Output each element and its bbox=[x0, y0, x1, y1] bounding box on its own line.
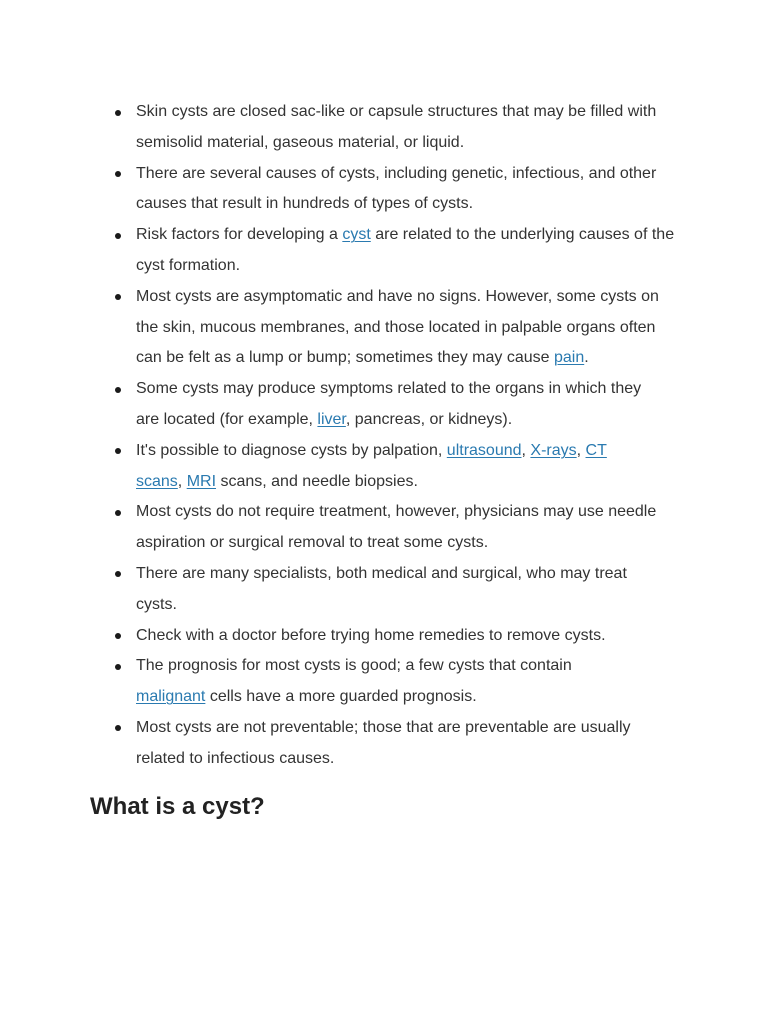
list-item-text: Most cysts are asymptomatic and have no signs. However, some cysts on the skin, mucous membranes, and those located in palpable organs often can be felt as a lump or bump; sometimes they may cause bbox=[136, 287, 659, 367]
list-item-text: cells have a more guarded prognosis. bbox=[205, 688, 477, 706]
list-item-text: scans, and needle biopsies. bbox=[216, 472, 418, 490]
list-item-text: The prognosis for most cysts is good; a few cysts that contain bbox=[136, 657, 572, 675]
list-item-text: It's possible to diagnose cysts by palpation, bbox=[136, 441, 447, 459]
list-item-text: There are many specialists, both medical and surgical, who may treat cysts. bbox=[136, 564, 627, 613]
ultrasound-link[interactable]: ultrasound bbox=[446, 441, 522, 459]
list-item-text: Risk factors for developing a bbox=[136, 226, 343, 244]
x-rays-link[interactable]: X-rays bbox=[530, 441, 577, 459]
list-item-symptoms bbox=[136, 282, 676, 374]
list-item-text: Most cysts do not require treatment, however, physicians may use needle aspiration or surgical removal to treat some cysts. bbox=[136, 503, 657, 552]
list-item-separator: , bbox=[576, 441, 586, 459]
list-item-text: . bbox=[584, 349, 589, 367]
list-item-prevention bbox=[136, 713, 661, 775]
list-item-risk-factors bbox=[136, 220, 676, 282]
list-item-specialists bbox=[136, 559, 636, 621]
list-item-diagnosis bbox=[136, 436, 636, 498]
list-item-text: Check with a doctor before trying home remedies to remove cysts. bbox=[136, 626, 606, 644]
list-item-separator: , bbox=[521, 441, 531, 459]
key-points-list bbox=[0, 97, 768, 775]
cyst-link[interactable]: cyst bbox=[342, 226, 371, 244]
list-item-text: Some cysts may produce symptoms related to the organs in which they are located (for example, bbox=[136, 380, 642, 428]
list-item-skin-cysts bbox=[136, 97, 676, 159]
ct-scans-link[interactable]: CT scans bbox=[136, 441, 607, 490]
mri-link[interactable]: MRI bbox=[186, 472, 217, 490]
list-item-organ-symptoms bbox=[136, 374, 661, 436]
list-item-treatment bbox=[136, 497, 676, 559]
list-item-home-remedies bbox=[136, 621, 676, 652]
malignant-link[interactable]: malignant bbox=[136, 688, 206, 706]
list-item-separator: , bbox=[177, 472, 187, 490]
list-item-text: Skin cysts are closed sac-like or capsule structures that may be filled with semisolid material, gaseous material, or liquid. bbox=[136, 103, 657, 151]
section-heading: What is a cyst? bbox=[90, 792, 265, 820]
list-item-text: Most cysts are not preventable; those that are preventable are usually related to infectious causes. bbox=[136, 718, 631, 767]
pain-link[interactable]: pain bbox=[553, 349, 585, 367]
list-item-causes bbox=[136, 159, 676, 221]
list-item-text: , pancreas, or kidneys). bbox=[345, 410, 513, 428]
list-item-prognosis bbox=[136, 651, 636, 713]
article-content bbox=[0, 97, 768, 821]
list-item-text: are related to the underlying causes of the cyst formation. bbox=[136, 226, 675, 274]
liver-link[interactable]: liver bbox=[317, 410, 346, 428]
list-item-text: There are several causes of cysts, including genetic, infectious, and other causes that result in hundreds of types of cysts. bbox=[136, 164, 657, 213]
